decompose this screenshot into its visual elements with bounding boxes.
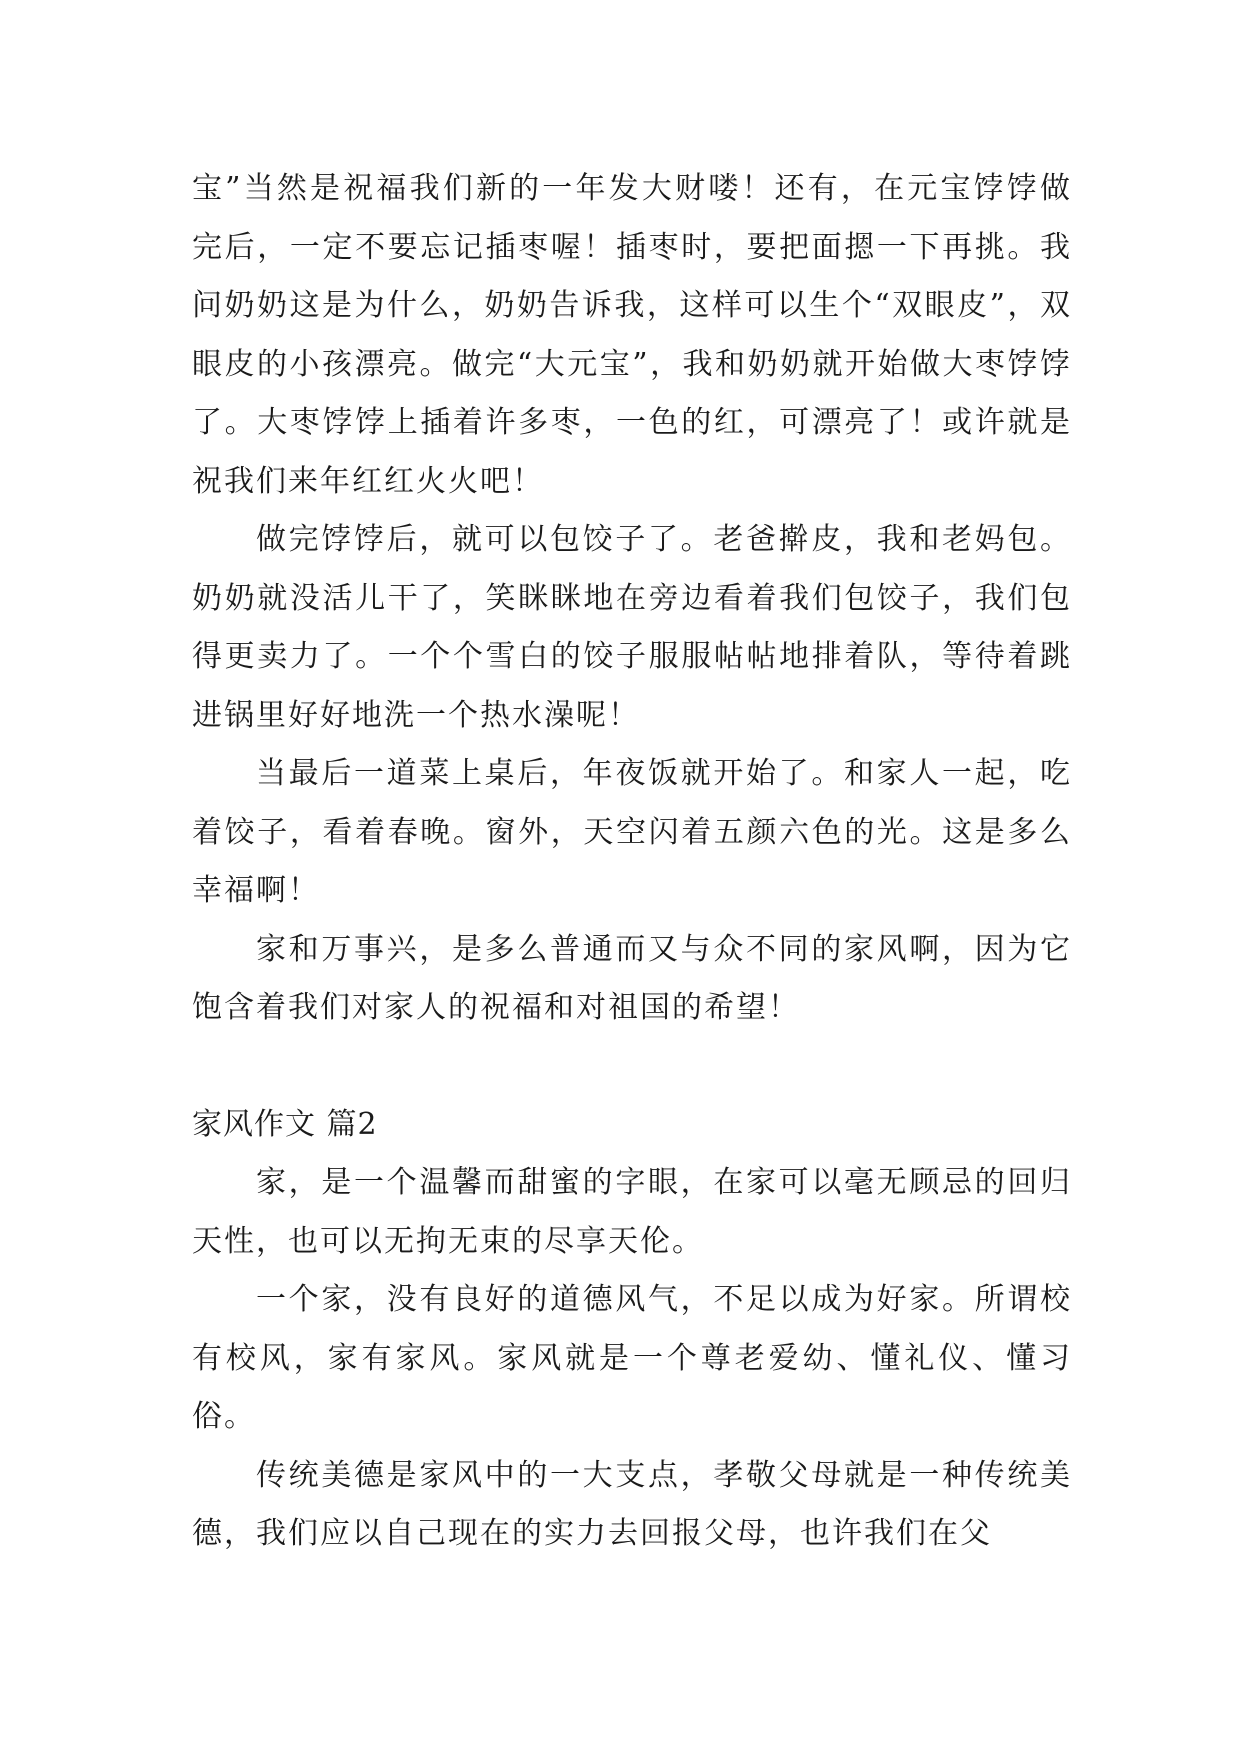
paragraph: 家和万事兴，是多么普通而又与众不同的家风啊，因为它饱含着我们对家人的祝福和对祖国的希望！	[192, 931, 1072, 1025]
document-body	[192, 160, 1072, 1564]
paragraph: 一个家，没有良好的道德风气，不足以成为好家。所谓校有校风，家有家风。家风就是一个尊老爱幼、懂礼仪、懂习俗。	[192, 1282, 1072, 1434]
paragraph: 做完饽饽后，就可以包饺子了。老爸擀皮，我和老妈包。奶奶就没活儿干了，笑眯眯地在旁边看着我们包饺子，我们包得更卖力了。一个个雪白的饺子服服帖帖地排着队，等待着跳进锅里好好地洗一个热水澡呢！	[192, 522, 1072, 733]
section-heading: 家风作文 篇2	[192, 1106, 378, 1142]
paragraph: 家，是一个温馨而甜蜜的字眼，在家可以毫无顾忌的回归天性，也可以无拘无束的尽享天伦。	[192, 1165, 1072, 1259]
paragraph: 当最后一道菜上桌后，年夜饭就开始了。和家人一起，吃着饺子，看着春晚。窗外，天空闪着五颜六色的光。这是多么幸福啊！	[192, 756, 1072, 908]
paragraph: 传统美德是家风中的一大支点，孝敬父母就是一种传统美德，我们应以自己现在的实力去回报父母，也许我们在父	[192, 1457, 1072, 1551]
paragraph-continuation: 宝”当然是祝福我们新的一年发大财喽！还有，在元宝饽饽做完后，一定不要忘记插枣喔！插枣时，要把面摁一下再挑。我问奶奶这是为什么，奶奶告诉我，这样可以生个“双眼皮”，双眼皮的小孩漂亮。做完“大元宝”，我和奶奶就开始做大枣饽饽了。大枣饽饽上插着许多枣，一色的红，可漂亮了！或许就是祝我们来年红红火火吧！	[192, 171, 1072, 499]
